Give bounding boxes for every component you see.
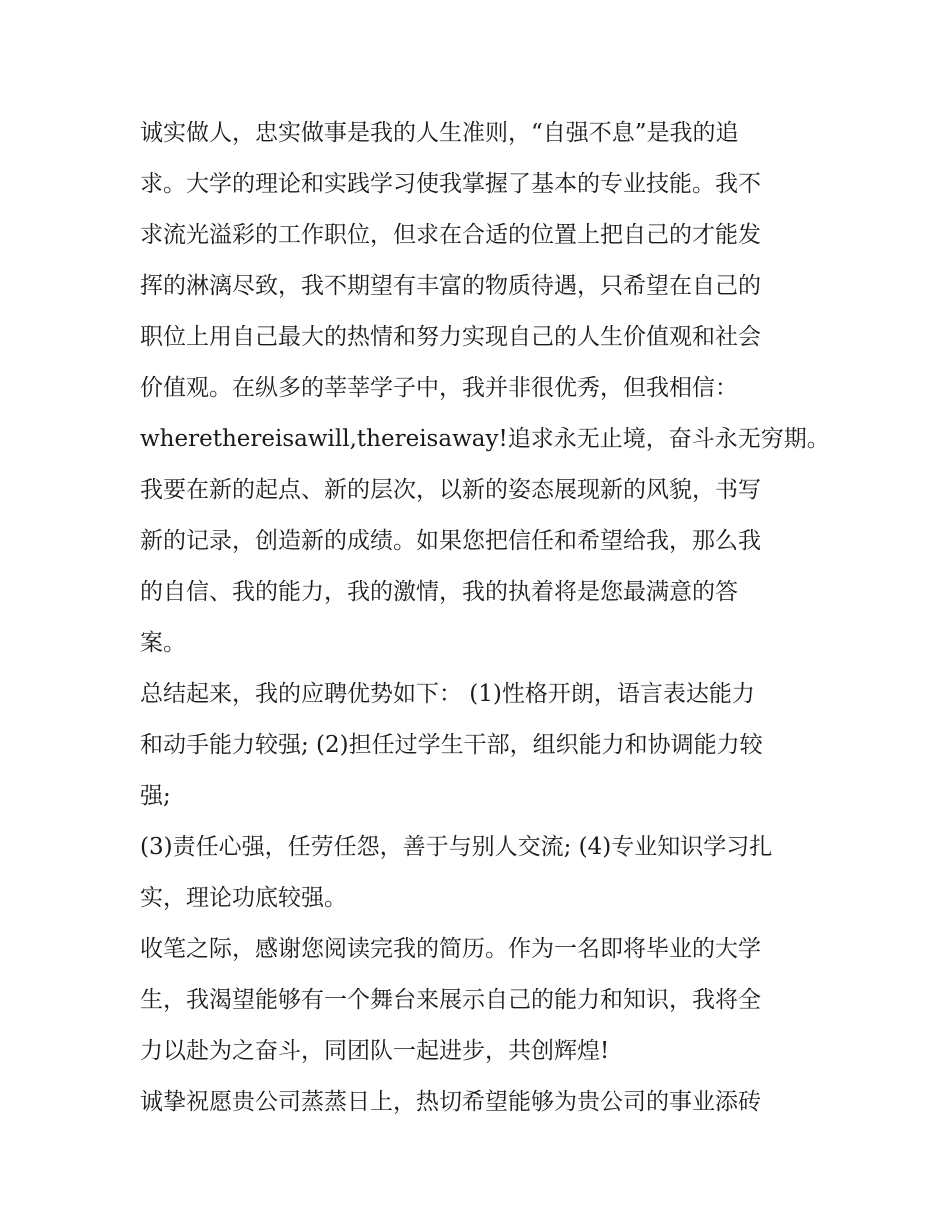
text-line: 挥的淋漓尽致，我不期望有丰富的物质待遇，只希望在自己的 — [140, 273, 761, 299]
text-line: 求流光溢彩的工作职位，但求在合适的位置上把自己的才能发 — [140, 222, 761, 248]
text-line: 生，我渴望能够有一个舞台来展示自己的能力和知识，我将全 — [140, 987, 761, 1013]
text-line: 收笔之际，感谢您阅读完我的简历。作为一名即将毕业的大学 — [140, 936, 761, 962]
text-line: 案。 — [140, 630, 186, 656]
text-line: 和动手能力较强; (2)担任过学生干部，组织能力和协调能力较 — [140, 732, 763, 758]
text-line: 总结起来，我的应聘优势如下： (1)性格开朗，语言表达能力 — [140, 681, 755, 707]
text-line: 新的记录，创造新的成绩。如果您把信任和希望给我，那么我 — [140, 528, 761, 554]
text-line: 诚实做人，忠实做事是我的人生准则，“自强不息”是我的追 — [140, 120, 739, 146]
document-body — [140, 108, 830, 1128]
text-line: 实，理论功底较强。 — [140, 885, 347, 911]
text-line: 力以赴为之奋斗，同团队一起进步，共创辉煌! — [140, 1038, 610, 1064]
text-line: 强; — [140, 783, 171, 809]
text-line: (3)责任心强，任劳任怨，善于与别人交流; (4)专业知识学习扎 — [140, 834, 773, 860]
text-line: wherethereisawill,thereisaway!追求永无止境，奋斗永无穷期。 — [140, 426, 830, 452]
text-line: 的自信、我的能力，我的激情，我的执着将是您最满意的答 — [140, 579, 738, 605]
text-line: 价值观。在纵多的莘莘学子中，我并非很优秀，但我相信： — [140, 375, 738, 401]
text-line: 我要在新的起点、新的层次，以新的姿态展现新的风貌，书写 — [140, 477, 761, 503]
text-line: 求。大学的理论和实践学习使我掌握了基本的专业技能。我不 — [140, 171, 761, 197]
text-line: 职位上用自己最大的热情和努力实现自己的人生价值观和社会 — [140, 324, 761, 350]
text-line: 诚挚祝愿贵公司蒸蒸日上，热切希望能够为贵公司的事业添砖 — [140, 1089, 761, 1115]
